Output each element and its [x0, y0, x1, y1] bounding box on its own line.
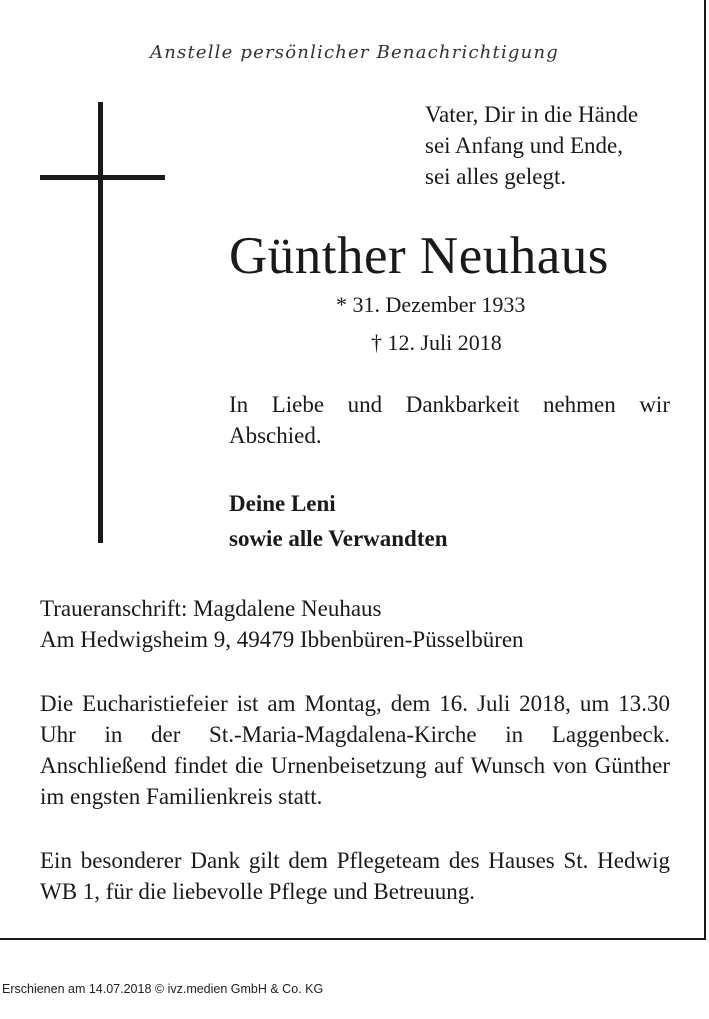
death-date: † 12. Juli 2018: [371, 330, 502, 355]
signer-line: sowie alle Verwandten: [229, 526, 448, 551]
publication-footer: Erschienen am 14.07.2018 © ivz.medien GmbH & Co. KG: [2, 982, 324, 996]
verse-line: Vater, Dir in die Hände: [425, 102, 639, 127]
mourning-address: [40, 593, 524, 655]
signer-line: Deine Leni: [229, 491, 336, 516]
signers: [229, 486, 448, 556]
verse: [425, 99, 638, 192]
intro-line: Anstelle persönlicher Benachrichtigung: [150, 42, 559, 63]
deceased-name: Günther Neuhaus: [229, 227, 609, 285]
address-line: Traueranschrift: Magdalene Neuhaus: [40, 596, 382, 621]
verse-line: sei alles gelegt.: [425, 164, 567, 189]
service-paragraph: Die Eucharistiefeier ist am Montag, dem 16. Juli 2018, um 13.30 Uhr in der St.-Maria-Magdalena-Kirche in Laggenbeck. Anschließend findet die Urnenbeisetzung auf Wunsch von Günther im engsten Familienkreis statt.: [40, 691, 670, 809]
birth-date: * 31. Dezember 1933: [336, 292, 526, 317]
thanks-paragraph: Ein besonderer Dank gilt dem Pflegeteam des Hauses St. Hedwig WB 1, für die liebevolle Pflege und Betreuung.: [40, 848, 670, 904]
farewell-text: In Liebe und Dankbarkeit nehmen wir Abschied.: [229, 392, 670, 448]
address-line: Am Hedwigsheim 9, 49479 Ibbenbüren-Püsselbüren: [40, 627, 524, 652]
verse-line: sei Anfang und Ende,: [425, 133, 624, 158]
